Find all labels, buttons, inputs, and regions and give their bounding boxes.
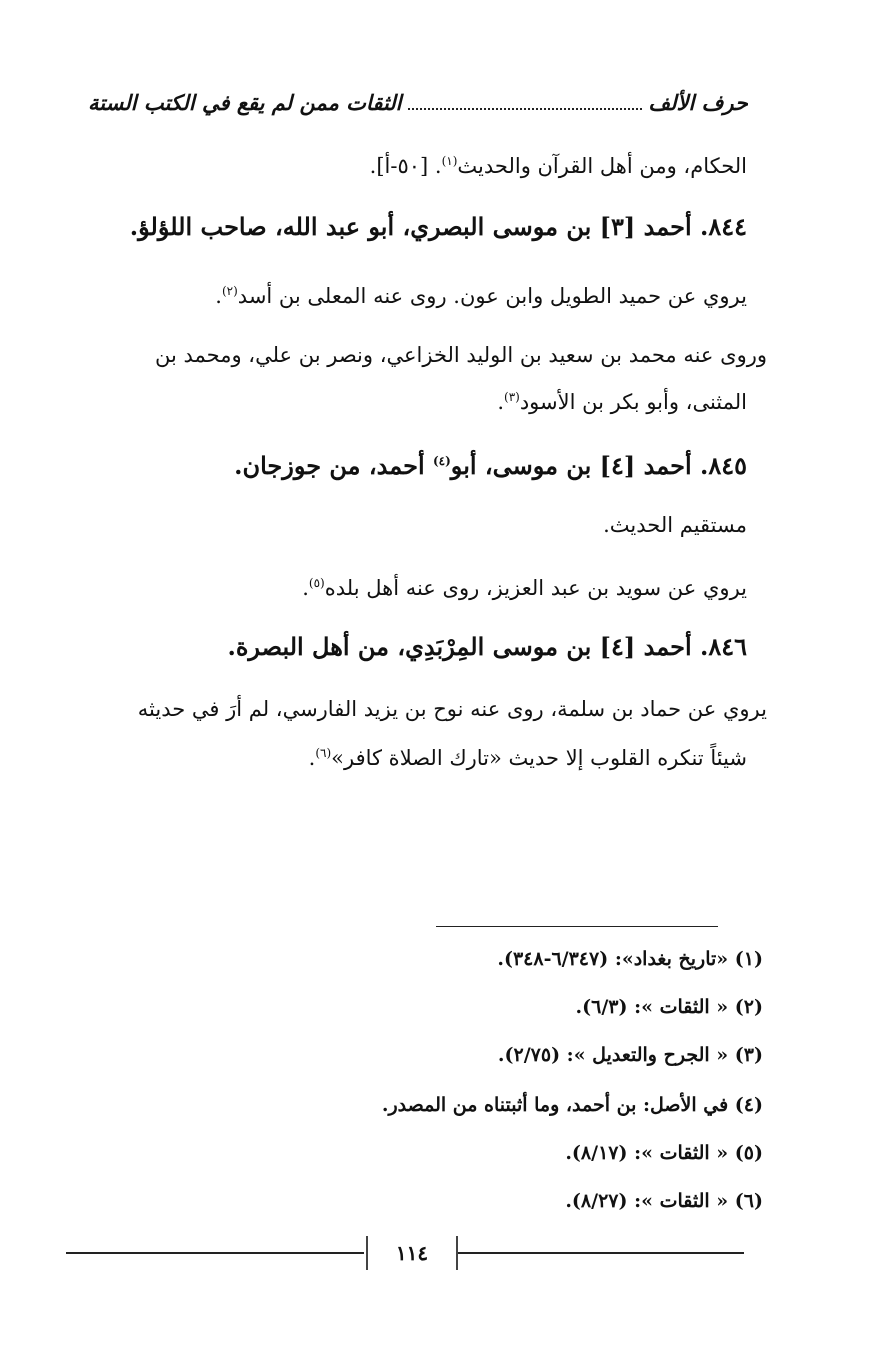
- header-chapter: حرف الألف: [648, 89, 748, 115]
- footnote-5: (٥) « الثقات »: (٨/١٧).: [565, 1142, 763, 1164]
- header-book-title: الثقات ممن لم يقع في الكتب الستة: [88, 89, 402, 115]
- footnote-separator: [436, 926, 718, 927]
- body-line-6: يروي عن سويد بن عبد العزيز، روى عنه أهل بلده$^{(٥)}$.: [302, 576, 747, 600]
- footnote-6: (٦) « الثقات »: (٨/٢٧).: [565, 1190, 763, 1212]
- footer-rule-left: [66, 1252, 364, 1254]
- body-line-8: شيئاً تنكره القلوب إلا حديث «تارك الصلاة كافر»$^{(٦)}$.: [308, 746, 747, 770]
- entry-number: ٨٤٥.: [699, 451, 747, 480]
- running-header: [88, 82, 748, 122]
- footnote-1: (١) «تاريخ بغداد»: (٦/٣٤٧-٣٤٨).: [497, 948, 763, 970]
- entry-844-heading: ٨٤٤. أحمد [٣] بن موسى البصري، أبو عبد الله، صاحب اللؤلؤ.: [129, 212, 747, 241]
- entry-number: ٨٤٤.: [699, 212, 747, 241]
- body-line-4: المثنى، وأبو بكر بن الأسود$^{(٣)}$.: [497, 390, 747, 414]
- body-line-2: يروي عن حميد الطويل وابن عون. روى عنه المعلى بن أسد$^{(٢)}$.: [215, 284, 747, 308]
- footnote-3: (٣) « الجرح والتعديل »: (٢/٧٥).: [497, 1044, 763, 1066]
- entry-number: ٨٤٦.: [699, 632, 747, 661]
- footnote-4: (٤) في الأصل: بن أحمد، وما أثبتناه من المصدر.: [381, 1094, 763, 1116]
- header-leader-dots: [408, 94, 643, 110]
- page-number: ١١٤: [366, 1236, 458, 1270]
- footnote-2: (٢) « الثقات »: (٦/٣).: [575, 996, 763, 1018]
- entry-846-heading: ٨٤٦. أحمد [٤] بن موسى المِرْبَدِي، من أهل البصرة.: [227, 632, 747, 661]
- footer-rule-right: [456, 1252, 744, 1254]
- body-line-5: مستقيم الحديث.: [603, 513, 747, 537]
- body-line-3: وروى عنه محمد بن سعيد بن الوليد الخزاعي، ونصر بن علي، ومحمد بن: [155, 343, 767, 367]
- body-line-7: يروي عن حماد بن سلمة، روى عنه نوح بن يزيد الفارسي، لم أرَ في حديثه: [137, 697, 767, 721]
- body-line-1: الحكام، ومن أهل القرآن والحديث$^{(١)}$. [٥٠-أ].: [369, 154, 747, 178]
- entry-845-heading: ٨٤٥. أحمد [٤] بن موسى، أبو$^{(٤)}$ أحمد، من جوزجان.: [234, 451, 747, 480]
